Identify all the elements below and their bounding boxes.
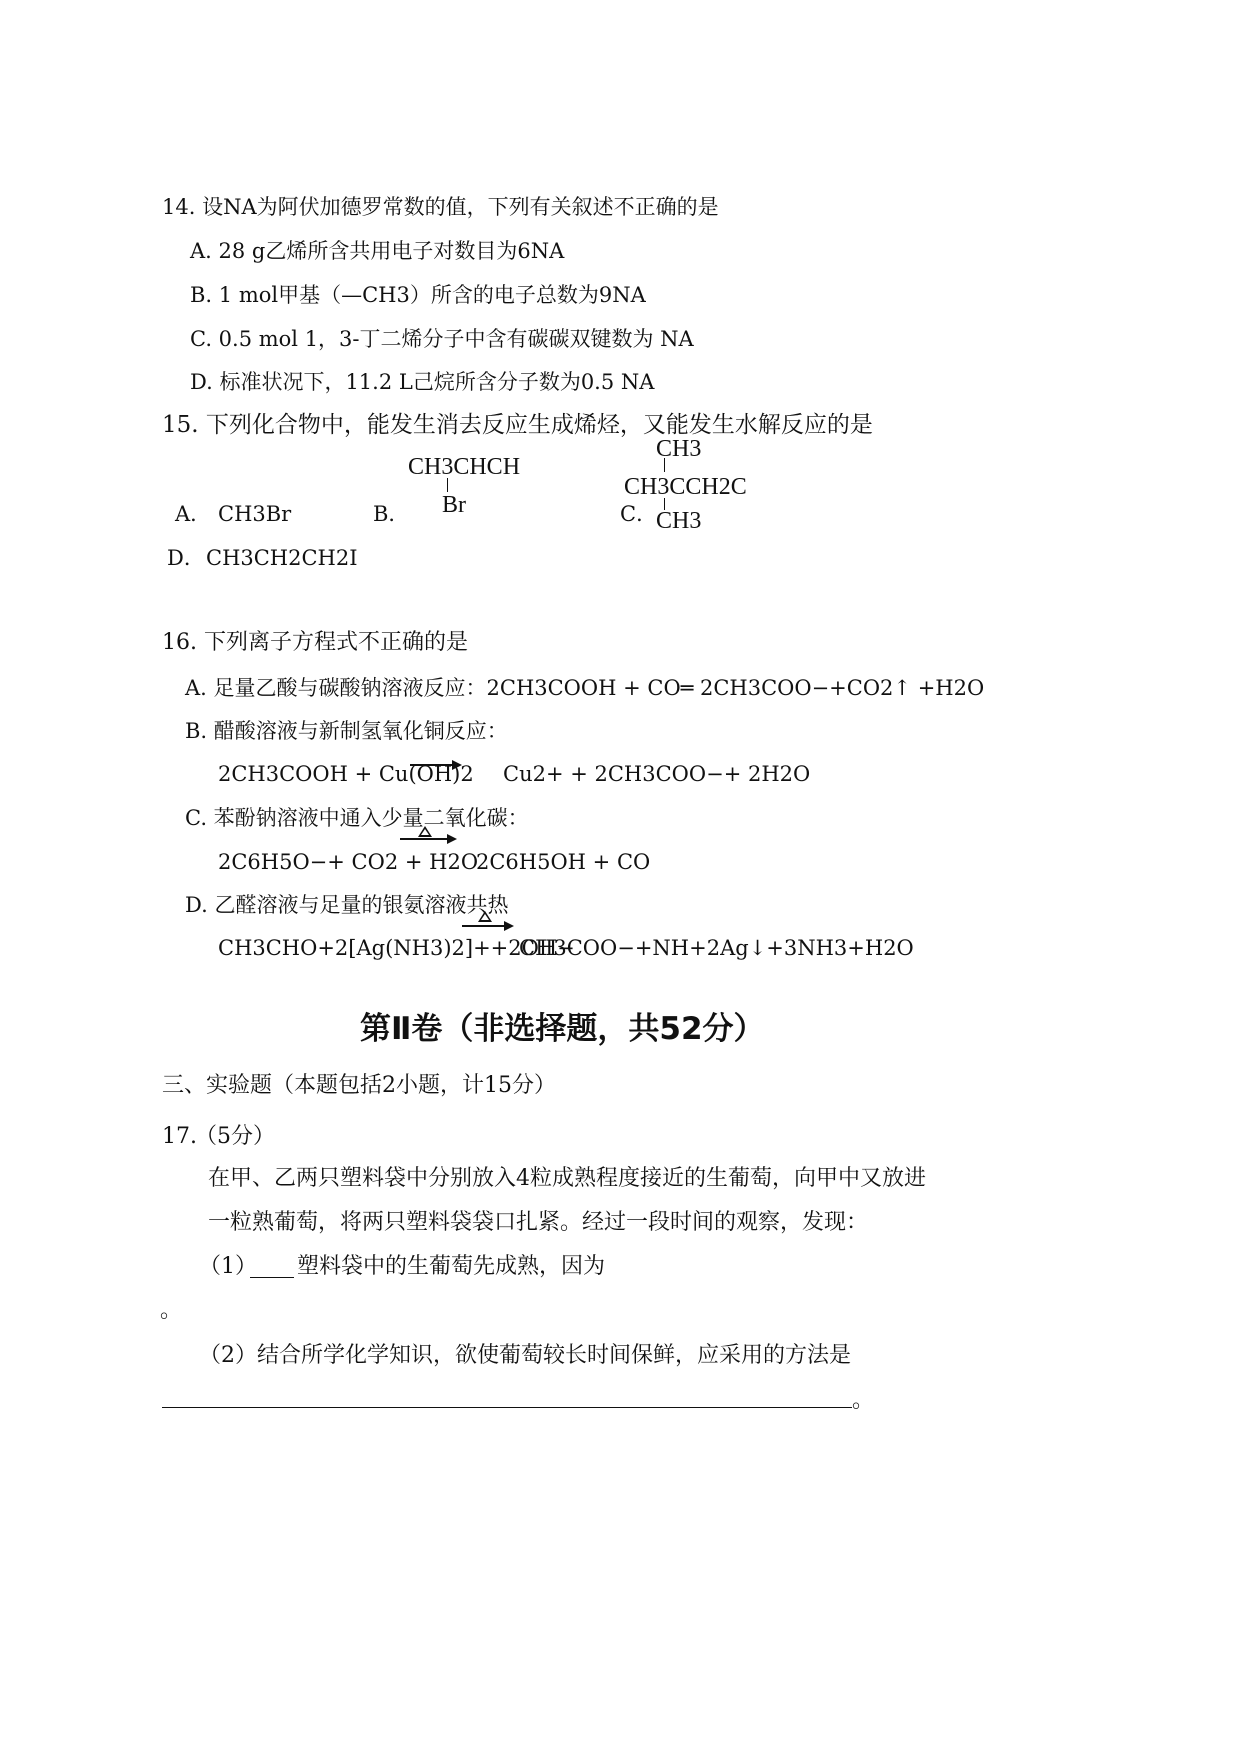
q15-option-b-main: CH3CHCH [408,454,521,480]
q14-option-b: B. 1 mol甲基（—CH3）所含的电子总数为9NA [190,283,646,307]
q16-d-heat-icon [478,911,492,922]
q16-option-c-right: 2C6H5OH + CO [476,850,651,874]
q15-option-c-bottom: CH3 [656,508,702,534]
q14-option-a: A. 28 g乙烯所含共用电子对数目为6NA [190,239,565,263]
q16-option-d-left: CH3CHO+2[Ag(NH3)2]++2OH− [218,936,575,960]
q16-option-a: A. 足量乙酸与碳酸钠溶液反应：2CH3COOH + CO═ 2CH3COO−+CO2↑ +H2O [185,676,985,700]
q17-number: 17. [162,1124,197,1149]
q17-score: （5分） [195,1124,275,1149]
q17-line-1: 在甲、乙两只塑料袋中分别放入4粒成熟程度接近的生葡萄，向甲中又放进 [208,1166,926,1191]
section-subtitle: 三、实验题（本题包括2小题，计15分） [162,1073,556,1098]
q17-part-1-label: （1） [199,1254,257,1279]
q15-stem: 15. 下列化合物中，能发生消去反应生成烯烃，又能发生水解反应的是 [162,412,873,438]
q14-option-d: D. 标准状况下，11.2 L己烷所含分子数为0.5 NA [190,370,655,394]
q17-line-2: 一粒熟葡萄，将两只塑料袋袋口扎紧。经过一段时间的观察，发现： [208,1210,869,1235]
q16-option-c-title: C. 苯酚钠溶液中通入少量二氧化碳： [185,806,529,830]
q16-d-arrow [462,925,512,927]
q16-option-d-title: D. 乙醛溶液与足量的银氨溶液共热 [185,893,509,917]
q15-option-b-sub: Br [442,492,466,518]
q17-part-2-blank[interactable] [162,1407,852,1408]
q16-option-b-title: B. 醋酸溶液与新制氢氧化铜反应： [185,719,508,743]
q16-c-heat-icon [418,826,432,837]
q15-option-b-label: B． [373,502,410,526]
q16-option-c-left: 2C6H5O−+ CO2 + H2O [218,850,479,874]
q15-option-d-formula: CH3CH2CH2I [206,546,358,570]
q14-stem: 14. 设NA为阿伏加德罗常数的值，下列有关叙述不正确的是 [162,195,719,219]
q16-option-d-right: CH3COO−+NH+2Ag↓+3NH3+H2O [519,936,914,960]
q17-part-1-text: 塑料袋中的生葡萄先成熟，因为 [297,1254,606,1279]
q15-option-a-formula: CH3Br [218,502,292,526]
q15-option-c-label: C． [620,502,658,526]
q17-part-1-end: 。 [160,1298,183,1323]
q15-option-c-main: CH3CCH2C [624,474,747,500]
q16-stem: 16. 下列离子方程式不正确的是 [162,630,468,655]
q15-option-d-label: D． [167,546,205,570]
q16-c-arrow [400,838,455,840]
section-title: 第Ⅱ卷（非选择题，共52分） [360,1011,765,1047]
q17-part-2: （2）结合所学化学知识，欲使葡萄较长时间保鲜，应采用的方法是 [199,1343,851,1368]
q15-c-bond-top [664,458,665,472]
q14-option-c: C. 0.5 mol 1，3-丁二烯分子中含有碳碳双键数为 NA [190,327,694,351]
q15-b-bond [447,478,448,492]
q17-part-1-blank[interactable] [250,1277,294,1278]
q17-part-2-end: 。 [852,1388,875,1413]
q15-option-c-top: CH3 [656,436,702,462]
q15-option-a-label: A． [175,502,212,526]
q16-option-b-right: Cu2+ + 2CH3COO−+ 2H2O [503,762,811,786]
q16-option-b-left: 2CH3COOH + Cu(OH)2 [218,762,474,786]
q16-b-arrow [410,764,460,766]
